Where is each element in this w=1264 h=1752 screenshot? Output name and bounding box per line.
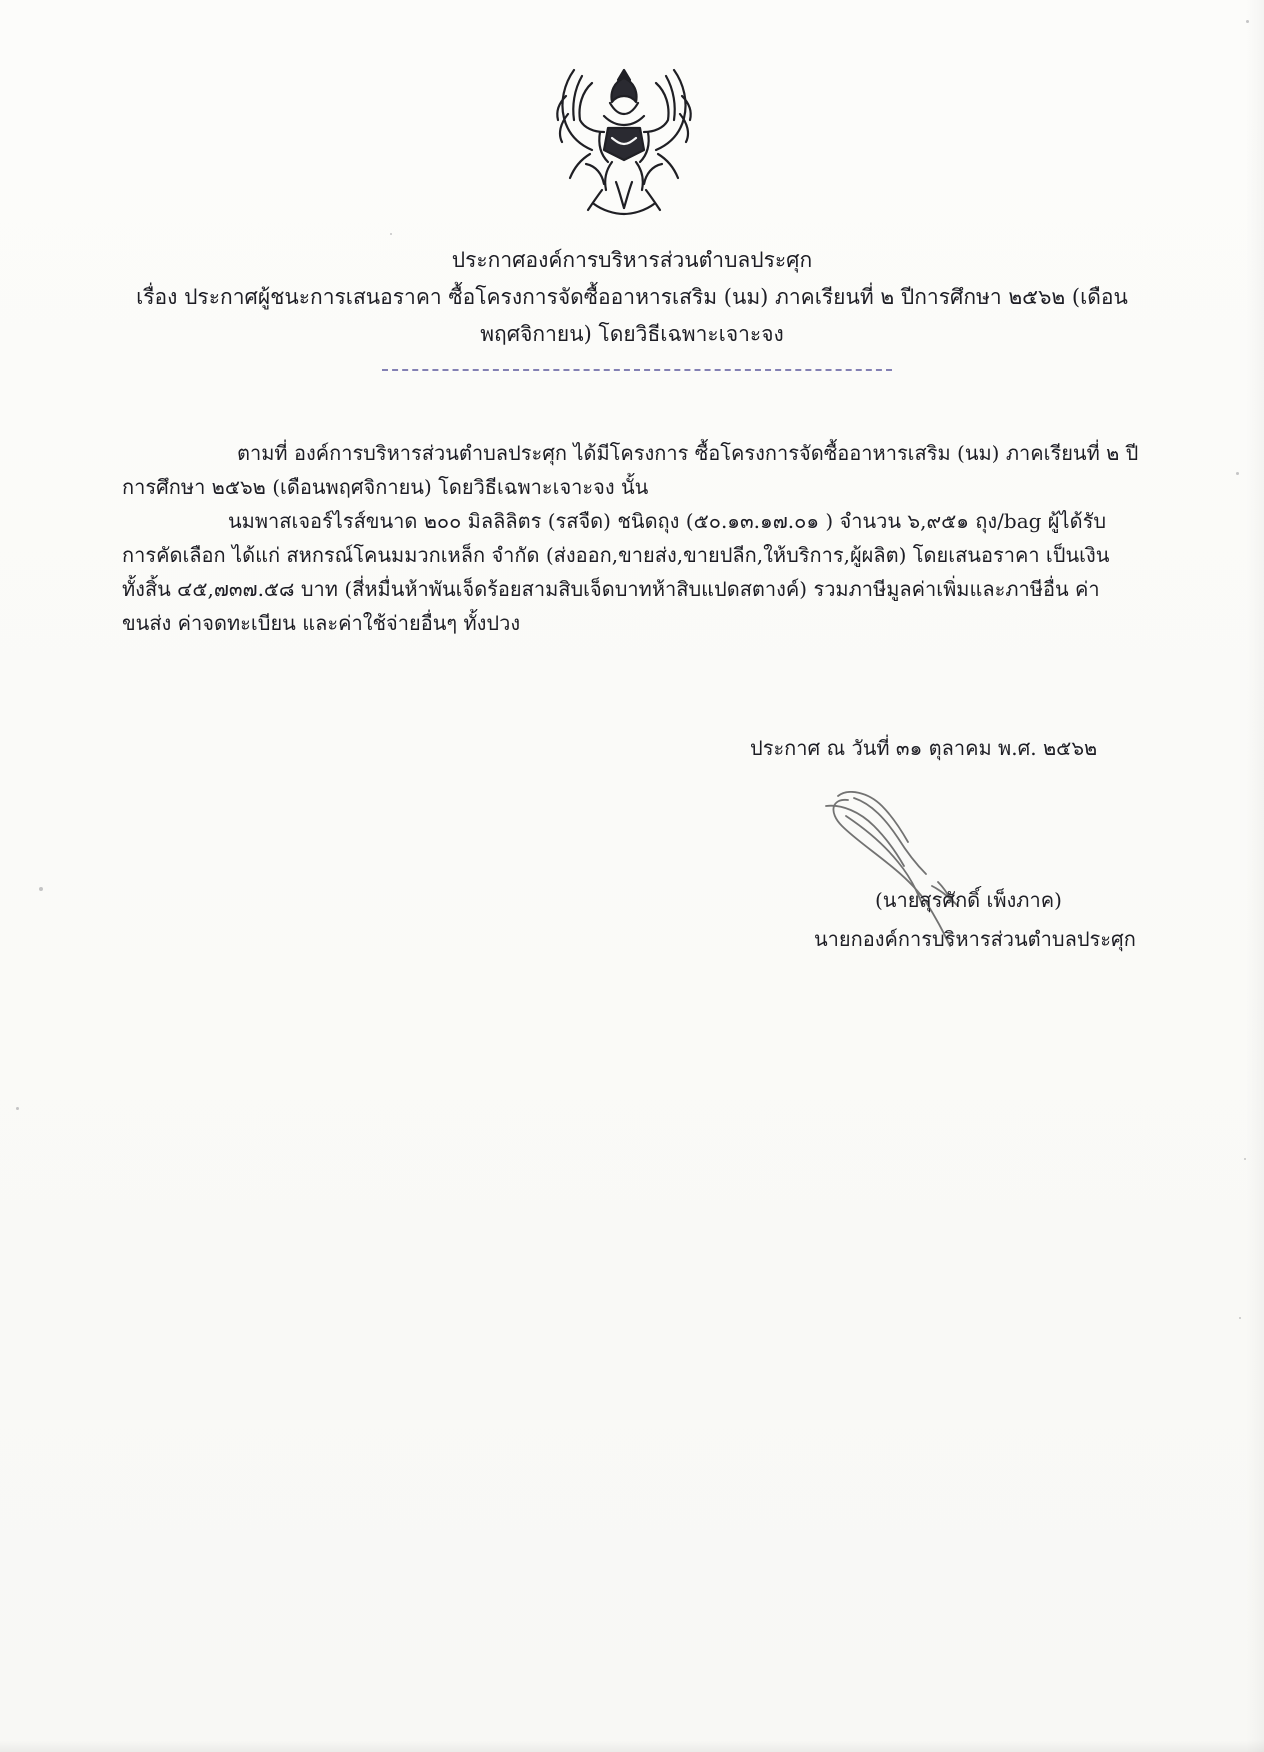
signer-name: (นายสุรศักดิ์ เพ็งภาค)	[875, 888, 1062, 912]
body-paragraph-2-line-1: นมพาสเจอร์ไรส์ขนาด ๒๐๐ มิลลิลิตร (รสจืด) ชนิดถุง (๕๐.๑๓.๑๗.๐๑ ) จำนวน ๖,๙๕๑ ถุง/bag ผู้ได้รับ	[228, 509, 1107, 533]
page-edge-shadow-right	[1246, 0, 1264, 1752]
body-paragraph-1-line-2: การศึกษา ๒๕๖๒ (เดือนพฤศจิกายน) โดยวิธีเฉพาะเจาะจง นั้น	[122, 475, 649, 499]
body-paragraph-2-line-2: การคัดเลือก ได้แก่ สหกรณ์โคนมมวกเหล็ก จำกัด (ส่งออก,ขายส่ง,ขายปลีก,ให้บริการ,ผู้ผลิต) โดยเสนอราคา เป็นเงิน	[122, 543, 1110, 567]
paper-speck	[1244, 1158, 1246, 1160]
paper-speck	[16, 1107, 19, 1110]
paper-speck	[390, 233, 392, 235]
paper-speck	[39, 887, 43, 891]
garuda-emblem-icon	[540, 58, 708, 220]
subject-line-2: พฤศจิกายน) โดยวิธีเฉพาะเจาะจง	[480, 322, 784, 346]
paper-speck	[1246, 20, 1249, 23]
body-paragraph-2-line-3: ทั้งสิ้น ๔๕,๗๓๗.๕๘ บาท (สี่หมื่นห้าพันเจ็ดร้อยสามสิบเจ็ดบาทห้าสิบแปดสตางค์) รวมภาษีมูลค่าเพิ่มและภาษีอื่น ค่า	[122, 577, 1100, 601]
body-paragraph-2-line-4: ขนส่ง ค่าจดทะเบียน และค่าใช้จ่ายอื่นๆ ทั้งปวง	[122, 611, 521, 635]
paper-speck	[1236, 472, 1239, 475]
document-header	[120, 242, 1144, 353]
body-paragraph-1-line-1: ตามที่ องค์การบริหารส่วนตำบลประศุก ได้มีโครงการ ซื้อโครงการจัดซื้ออาหารเสริม (นม) ภาคเรียนที่ ๒ ปี	[237, 441, 1139, 465]
subject-line-1: เรื่อง ประกาศผู้ชนะการเสนอราคา ซื้อโครงการจัดซื้ออาหารเสริม (นม) ภาคเรียนที่ ๒ ปีการศึกษา ๒๕๖๒ (เดือน	[136, 285, 1128, 309]
announcement-body	[122, 436, 1140, 640]
page-edge-shadow-bottom	[0, 1740, 1264, 1752]
signer-title: นายกองค์การบริหารส่วนตำบลประศุก	[814, 927, 1136, 951]
announcement-date: ประกาศ ณ วันที่ ๓๑ ตุลาคม พ.ศ. ๒๕๖๒	[750, 736, 1098, 760]
announcement-title: ประกาศองค์การบริหารส่วนตำบลประศุก	[451, 248, 813, 272]
paper-speck	[1239, 1317, 1241, 1319]
dashed-divider	[382, 369, 892, 371]
